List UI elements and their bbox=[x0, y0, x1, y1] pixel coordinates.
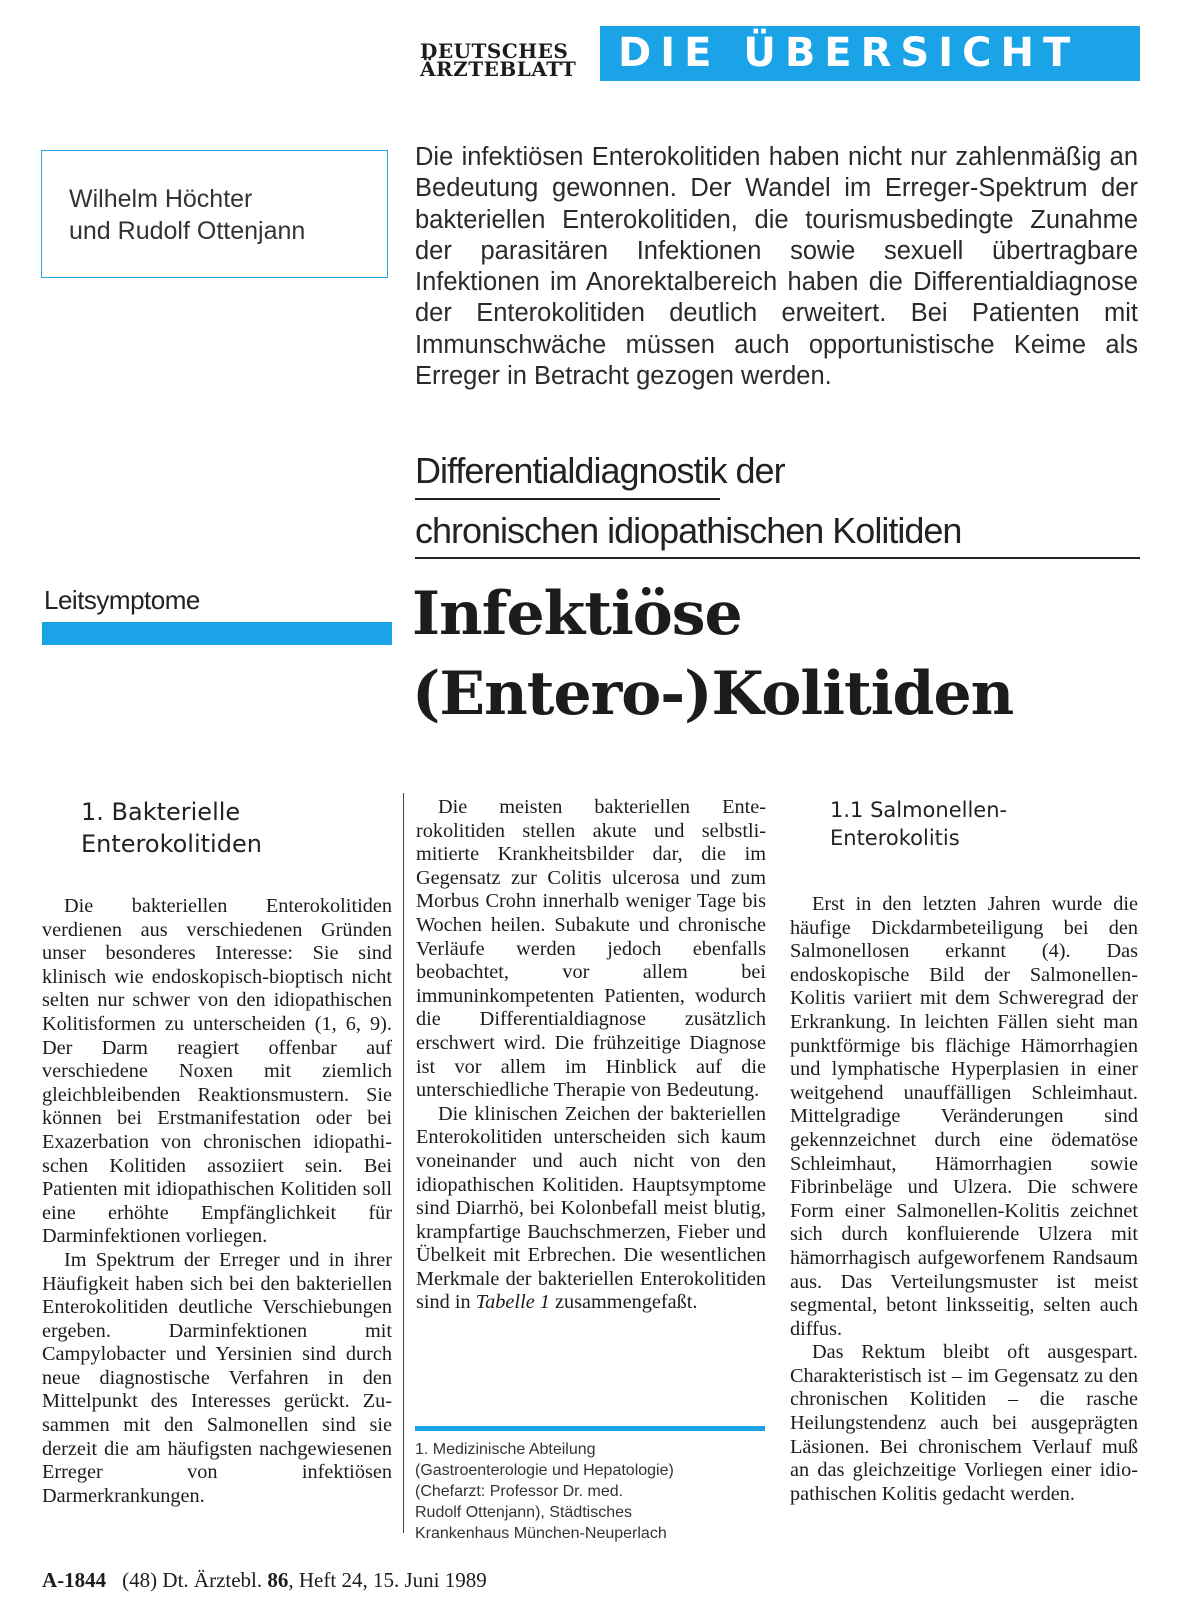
paragraph-text-end: zusammengefaßt. bbox=[549, 1291, 698, 1314]
series-title-line2: chronischen idiopathischen Kolitiden bbox=[415, 510, 962, 551]
journal-name-line1: DEUTSCHES bbox=[420, 39, 569, 63]
authors-box bbox=[41, 150, 388, 278]
footnote-line2: (Gastroenterologie und Hepatologie) bbox=[415, 1462, 674, 1479]
abstract bbox=[415, 142, 1138, 392]
footnote-line1: 1. Medizinische Abteilung bbox=[415, 1441, 596, 1458]
paragraph: Im Spektrum der Erreger und in ihrer Häufigkeit haben sich bei den bakteriellen Enterokolitiden deutliche Verschiebungen ergeben. Darminfektionen mit Campylobacter und Yersinien sind durch neue diagnostische Verfahren in den Mittelpunkt des Interesses gerückt. Zusammen mit den Salmonellen sind sie derzeit die am häufigsten nachgewiesenen Erreger von infektiösen Darmerkrankungen. bbox=[42, 1248, 392, 1507]
article-title bbox=[412, 574, 1152, 734]
journal-name-line2: ÄRZTEBLATT bbox=[420, 57, 577, 81]
section-heading-1-1-line2: Enterokolitis bbox=[830, 826, 960, 850]
section-heading-1-1-line1: 1.1 Salmonellen- bbox=[830, 798, 1008, 822]
section-banner: DIE ÜBERSICHT bbox=[600, 26, 1140, 81]
series-title-line1: Differentialdiagnostik der bbox=[415, 450, 785, 491]
column-divider bbox=[403, 793, 404, 1533]
paragraph: Erst in den letzten Jahren wurde die häufige Dickdarmbeteiligung bei den Salmonellosen erkannt (4). Das endoskopische Bild der Salmonellen-Kolitis variiert mit dem Schweregrad der Erkrankung. In leichten Fällen sieht man punktförmige bis flächige Hämorrhagien und lymphatische Hyperplasien in einer weitgehend unauffälligen Schleimhaut. Mittelgradige Veränderungen sind gekennzeichnet durch eine ödematöse Schleimhaut, Hämorrhagien sowie Fibrinbeläge und Ulzera. Die schwere Form einer Salmonellen-Kolitis zeichnet sich durch konfluierende Ulzera mit hämorrhagisch aufgeworfenem Randsaum aus. Das Verteilungsmuster ist meist segmental, betont linksseitig, selten auch diffus. bbox=[790, 893, 1138, 1340]
section-heading-1-1 bbox=[830, 796, 1007, 852]
page-footer bbox=[42, 1568, 487, 1593]
footnote-line3: (Chefarzt: Professor Dr. med. bbox=[415, 1483, 624, 1500]
section-heading-1-line1: 1. Bakterielle bbox=[81, 798, 241, 826]
footnote-bar bbox=[415, 1426, 765, 1431]
author-line2: und Rudolf Ottenjann bbox=[69, 217, 306, 245]
column-1 bbox=[42, 895, 392, 1508]
paragraph: Die meisten bakteriellen Enterokolitiden stellen akute und selbstlimitierte Krankheitsbilder dar, die im Gegensatz zur Colitis ulcerosa und zum Morbus Crohn innerhalb weniger Tage bis Wochen heilen. Subakute und chronische Verläufe werden jedoch ebenfalls beobachtet, vor allem bei immuninkompetenten Patienten, wodurch die Differentialdiagnose zusätzlich erschwert wird. Die frühzeitige Diagnose ist vor allem im Hinblick auf die unterschiedliche Therapie von Bedeutung. bbox=[416, 796, 766, 1102]
footnote-line5: Krankenhaus München-Neuperlach bbox=[415, 1525, 667, 1542]
journal-name bbox=[420, 39, 590, 81]
section-heading-1-line2: Enterokolitiden bbox=[81, 830, 262, 858]
paragraph-text: Die klinischen Zeichen der bakteriellen Enterokolitiden unterscheiden sich kaum voneinander und auch nicht von den idiopathischen Kolitiden. Hauptsymptome sind Diarrhö, bei Kolonbefall meist blutig, krampfartige Bauchschmerzen, Fieber und Übelkeit mit Erbrechen. Die wesentlichen Merkmale der bakteriellen Enterokolitiden sind in bbox=[416, 1102, 766, 1314]
kicker-bar bbox=[42, 622, 392, 645]
column-3 bbox=[790, 893, 1138, 1506]
abstract-text: Die infektiösen Enterokolitiden haben nicht nur zahlenmäßig an Bedeutung gewonnen. Der Wandel im Erreger-Spektrum der bakteriellen Enterokolitiden, die tourismusbedingte Zunahme der parasitären Infektionen sowie sexuell übertragbare Infektionen im Anorektalbereich haben die Differentialdiagnose der Enterokolitiden deutlich erweitert. Bei Patienten mit Immunschwäche müssen auch opportunistische Keime als Erreger in Betracht gezogen werden. bbox=[415, 143, 1138, 391]
footnote bbox=[415, 1439, 775, 1544]
paragraph bbox=[416, 1103, 766, 1315]
series-underline-2 bbox=[415, 557, 1140, 559]
citation-volume: 86 bbox=[267, 1568, 289, 1592]
table-reference: Tabelle 1 bbox=[475, 1291, 550, 1314]
kicker: Leitsymptome bbox=[44, 585, 200, 615]
series-underline-1 bbox=[415, 498, 720, 500]
section-heading-1 bbox=[81, 796, 262, 860]
paragraph: Die bakteriellen Enterokolitiden verdienen aus verschiedenen Gründen unser besonderes Interesse: Sie sind klinisch wie endoskopisch-bioptisch nicht selten nur schwer von den idiopathischen Kolitisformen zu unterscheiden (1, 6, 9). Der Darm reagiert offenbar auf verschiedene Noxen mit ziemlich gleichbleibenden Reaktionsmustern. Sie können bei Erstmanifestation oder bei Exazerbation von chronischen idiopathischen Kolitiden assoziiert sein. Bei Patienten mit idiopathischen Kolitiden soll eine erhöhte Empfänglichkeit für Darminfektionen vorliegen. bbox=[42, 895, 392, 1248]
column-2 bbox=[416, 796, 766, 1315]
article-title-line2: (Entero-)Kolitiden bbox=[412, 659, 1014, 729]
footnote-line4: Rudolf Ottenjann), Städtisches bbox=[415, 1504, 633, 1521]
citation-prefix: (48) Dt. Ärztebl. bbox=[122, 1568, 268, 1592]
author-line1: Wilhelm Höchter bbox=[69, 185, 253, 213]
paragraph: Das Rektum bleibt oft ausgespart. Charakteristisch ist – im Gegensatz zu den chronischen Kolitiden – die rasche Heilungstendenz auch bei ausgeprägten Läsionen. Bei chronischem Verlauf muß an das gleichzeitige Vorliegen einer idiopathischen Kolitis gedacht werden. bbox=[790, 1341, 1138, 1505]
page-number: A-1844 bbox=[42, 1568, 107, 1592]
citation-suffix: , Heft 24, 15. Juni 1989 bbox=[288, 1568, 487, 1592]
article-title-line1: Infektiöse bbox=[412, 579, 742, 649]
